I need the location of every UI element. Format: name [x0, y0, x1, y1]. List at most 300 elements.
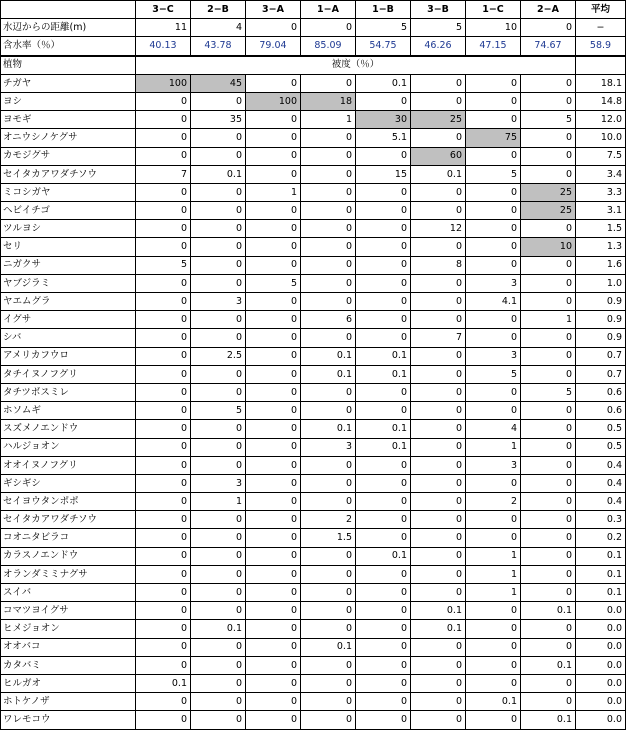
plant-name: チガヤ [1, 74, 136, 92]
coverage-value: 0 [191, 202, 246, 220]
coverage-value: 0 [191, 511, 246, 529]
plant-row [1, 711, 626, 729]
coverage-value: 0 [191, 656, 246, 674]
coverage-value: 0 [246, 311, 301, 329]
coverage-value: 0 [466, 511, 521, 529]
coverage-value: 0.1 [301, 638, 356, 656]
distance-value: 5 [411, 19, 466, 37]
coverage-value: 0 [301, 474, 356, 492]
coverage-value: 0 [136, 383, 191, 401]
coverage-value: 15 [356, 165, 411, 183]
coverage-average: 1.5 [576, 220, 626, 238]
plant-row [1, 383, 626, 401]
coverage-value: 3 [466, 347, 521, 365]
coverage-value: 0.1 [356, 420, 411, 438]
coverage-value: 0 [521, 638, 576, 656]
coverage-value: 0 [356, 238, 411, 256]
plant-row [1, 92, 626, 110]
coverage-value: 0 [356, 620, 411, 638]
coverage-value: 5 [246, 274, 301, 292]
coverage-value: 0 [411, 420, 466, 438]
coverage-value: 0 [191, 92, 246, 110]
plant-header-row [1, 56, 626, 75]
coverage-value: 0 [466, 329, 521, 347]
coverage-value: 0.1 [521, 656, 576, 674]
coverage-value: 0 [136, 202, 191, 220]
coverage-value: 0 [191, 329, 246, 347]
coverage-value: 12 [411, 220, 466, 238]
coverage-value: 0 [521, 529, 576, 547]
plant-row [1, 183, 626, 201]
coverage-value: 1 [466, 438, 521, 456]
coverage-value: 0 [191, 638, 246, 656]
coverage-value: 0 [301, 256, 356, 274]
plant-row [1, 474, 626, 492]
coverage-value: 0 [136, 238, 191, 256]
coverage-value: 0 [411, 565, 466, 583]
coverage-value: 0 [136, 274, 191, 292]
coverage-value: 0 [521, 274, 576, 292]
coverage-value: 0.1 [466, 693, 521, 711]
plant-name: ハルジョオン [1, 438, 136, 456]
plant-row [1, 402, 626, 420]
coverage-value: 0 [356, 602, 411, 620]
coverage-value: 0 [246, 529, 301, 547]
coverage-value: 0 [466, 383, 521, 401]
column-header: 1−A [301, 1, 356, 19]
coverage-value: 0 [411, 365, 466, 383]
coverage-value: 0 [246, 511, 301, 529]
coverage-value: 0 [246, 220, 301, 238]
coverage-value: 0 [246, 693, 301, 711]
coverage-value: 0.1 [301, 365, 356, 383]
coverage-value: 1 [246, 183, 301, 201]
coverage-value: 0 [521, 438, 576, 456]
plant-row [1, 602, 626, 620]
coverage-value: 0 [466, 674, 521, 692]
coverage-value: 0 [136, 92, 191, 110]
coverage-value: 0 [466, 620, 521, 638]
plant-row [1, 584, 626, 602]
coverage-value: 0 [301, 329, 356, 347]
coverage-value: 0 [246, 638, 301, 656]
coverage-value: 0 [521, 511, 576, 529]
coverage-value: 0 [136, 711, 191, 729]
plant-name: イグサ [1, 311, 136, 329]
coverage-value: 0 [191, 711, 246, 729]
coverage-average: 14.8 [576, 92, 626, 110]
coverage-value: 0 [136, 220, 191, 238]
coverage-average: 0.1 [576, 584, 626, 602]
coverage-average: 0.9 [576, 311, 626, 329]
coverage-value: 0 [136, 584, 191, 602]
coverage-value: 0 [411, 74, 466, 92]
coverage-value: 7 [411, 329, 466, 347]
coverage-value: 0 [466, 474, 521, 492]
plant-column-label: 植物 [1, 56, 136, 75]
coverage-value: 0 [411, 693, 466, 711]
coverage-value: 0 [466, 711, 521, 729]
coverage-value: 0 [466, 256, 521, 274]
coverage-value: 0 [356, 256, 411, 274]
coverage-value: 0.1 [301, 420, 356, 438]
coverage-value: 0 [136, 420, 191, 438]
distance-average: − [576, 19, 626, 37]
coverage-value: 0 [356, 529, 411, 547]
coverage-value: 0 [356, 202, 411, 220]
coverage-value: 2.5 [191, 347, 246, 365]
coverage-value: 0 [246, 329, 301, 347]
coverage-average: 10.0 [576, 129, 626, 147]
coverage-value: 30 [356, 111, 411, 129]
coverage-value: 0 [191, 693, 246, 711]
plant-name: ヤエムグラ [1, 293, 136, 311]
coverage-value: 1 [466, 584, 521, 602]
coverage-value: 0 [191, 438, 246, 456]
coverage-value: 0 [411, 129, 466, 147]
coverage-value: 0 [246, 547, 301, 565]
coverage-value: 0 [521, 165, 576, 183]
coverage-value: 0 [246, 474, 301, 492]
column-header: 2−A [521, 1, 576, 19]
coverage-value: 0 [411, 638, 466, 656]
column-header: 3−A [246, 1, 301, 19]
plant-name: セリ [1, 238, 136, 256]
plant-name: ヒルガオ [1, 674, 136, 692]
coverage-value: 0.1 [191, 620, 246, 638]
plant-row [1, 311, 626, 329]
coverage-value: 3 [301, 438, 356, 456]
coverage-average: 0.0 [576, 620, 626, 638]
coverage-average: 0.0 [576, 711, 626, 729]
coverage-value: 0 [246, 256, 301, 274]
coverage-value: 0 [191, 584, 246, 602]
coverage-value: 0 [246, 656, 301, 674]
coverage-value: 0.1 [411, 602, 466, 620]
coverage-value: 0 [411, 547, 466, 565]
column-header: 3−C [136, 1, 191, 19]
column-header: 1−B [356, 1, 411, 19]
plant-row [1, 620, 626, 638]
plant-name: ヤブジラミ [1, 274, 136, 292]
coverage-value: 5.1 [356, 129, 411, 147]
plant-row [1, 147, 626, 165]
coverage-average: 0.4 [576, 474, 626, 492]
column-header: 1−C [466, 1, 521, 19]
coverage-value: 0 [301, 584, 356, 602]
plant-row [1, 129, 626, 147]
plant-name: セイタカアワダチソウ [1, 511, 136, 529]
coverage-value: 0 [411, 293, 466, 311]
plant-name: スズメノエンドウ [1, 420, 136, 438]
coverage-value: 100 [246, 92, 301, 110]
plant-row [1, 638, 626, 656]
coverage-value: 0 [521, 147, 576, 165]
coverage-value: 3 [466, 274, 521, 292]
plant-name: ヒメジョオン [1, 620, 136, 638]
coverage-value: 0.1 [411, 165, 466, 183]
moisture-value: 47.15 [466, 37, 521, 56]
plant-name: カラスノエンドウ [1, 547, 136, 565]
coverage-value: 0 [246, 129, 301, 147]
coverage-value: 0 [301, 274, 356, 292]
coverage-value: 0 [246, 238, 301, 256]
coverage-value: 45 [191, 74, 246, 92]
plant-row [1, 511, 626, 529]
coverage-value: 0 [356, 183, 411, 201]
plant-row [1, 656, 626, 674]
coverage-value: 0 [521, 220, 576, 238]
coverage-average: 12.0 [576, 111, 626, 129]
coverage-average: 3.1 [576, 202, 626, 220]
coverage-average: 0.9 [576, 293, 626, 311]
coverage-value: 0 [301, 220, 356, 238]
coverage-value: 0 [521, 493, 576, 511]
coverage-value: 0 [411, 238, 466, 256]
moisture-value: 43.78 [191, 37, 246, 56]
average-header: 平均 [576, 1, 626, 19]
coverage-value: 0 [301, 547, 356, 565]
coverage-value: 25 [521, 202, 576, 220]
coverage-value: 0 [246, 111, 301, 129]
moisture-value: 40.13 [136, 37, 191, 56]
coverage-value: 0 [301, 674, 356, 692]
coverage-value: 0 [411, 347, 466, 365]
coverage-value: 0 [246, 620, 301, 638]
plant-row [1, 693, 626, 711]
coverage-average: 0.0 [576, 602, 626, 620]
coverage-value: 0 [136, 511, 191, 529]
coverage-value: 18 [301, 92, 356, 110]
coverage-value: 0 [411, 274, 466, 292]
coverage-value: 0 [136, 474, 191, 492]
coverage-value: 0 [136, 456, 191, 474]
coverage-value: 0 [466, 238, 521, 256]
plant-row [1, 74, 626, 92]
coverage-value: 0 [191, 311, 246, 329]
moisture-value: 46.26 [411, 37, 466, 56]
coverage-value: 0 [301, 129, 356, 147]
coverage-average: 1.3 [576, 238, 626, 256]
plant-name: シバ [1, 329, 136, 347]
coverage-value: 0 [191, 147, 246, 165]
coverage-average: 0.1 [576, 547, 626, 565]
plant-name: ワレモコウ [1, 711, 136, 729]
plant-row [1, 547, 626, 565]
plant-row [1, 256, 626, 274]
moisture-value: 79.04 [246, 37, 301, 56]
coverage-value: 0 [136, 547, 191, 565]
coverage-average: 0.9 [576, 329, 626, 347]
coverage-value: 0 [136, 347, 191, 365]
coverage-value: 0 [246, 602, 301, 620]
coverage-value: 0 [246, 456, 301, 474]
coverage-value: 1 [521, 311, 576, 329]
coverage-value: 0 [521, 584, 576, 602]
coverage-value: 0 [136, 311, 191, 329]
moisture-value: 54.75 [356, 37, 411, 56]
coverage-value: 0 [136, 620, 191, 638]
coverage-value: 0 [411, 456, 466, 474]
coverage-value: 0 [521, 74, 576, 92]
plant-name: ツルヨシ [1, 220, 136, 238]
column-header: 2−B [191, 1, 246, 19]
coverage-value: 0 [411, 674, 466, 692]
plant-name: カモジグサ [1, 147, 136, 165]
coverage-value: 0.1 [356, 365, 411, 383]
plant-row [1, 274, 626, 292]
coverage-value: 0 [191, 220, 246, 238]
coverage-value: 1 [466, 565, 521, 583]
coverage-value: 60 [411, 147, 466, 165]
plant-name: オランダミミナグサ [1, 565, 136, 583]
coverage-value: 0 [246, 402, 301, 420]
coverage-value: 0 [466, 183, 521, 201]
coverage-average: 0.0 [576, 674, 626, 692]
plant-name: カタバミ [1, 656, 136, 674]
coverage-value: 0 [356, 220, 411, 238]
plant-name: ニガクサ [1, 256, 136, 274]
plant-row [1, 529, 626, 547]
coverage-value: 0 [356, 293, 411, 311]
coverage-value: 0 [411, 202, 466, 220]
coverage-value: 0 [246, 165, 301, 183]
coverage-value: 0 [521, 129, 576, 147]
coverage-value: 0 [246, 420, 301, 438]
coverage-value: 0 [246, 347, 301, 365]
coverage-value: 0 [411, 511, 466, 529]
coverage-value: 0 [301, 693, 356, 711]
coverage-value: 0.1 [191, 165, 246, 183]
coverage-value: 0 [246, 711, 301, 729]
coverage-value: 0 [356, 711, 411, 729]
coverage-value: 75 [466, 129, 521, 147]
plant-name: ホソムギ [1, 402, 136, 420]
coverage-value: 0 [136, 147, 191, 165]
distance-value: 0 [521, 19, 576, 37]
coverage-value: 0 [136, 365, 191, 383]
coverage-value: 0 [356, 493, 411, 511]
coverage-value: 0 [521, 620, 576, 638]
coverage-value: 0 [466, 74, 521, 92]
coverage-value: 0 [136, 656, 191, 674]
plant-name: セイタカアワダチソウ [1, 165, 136, 183]
coverage-value: 0 [301, 183, 356, 201]
coverage-value: 0 [356, 274, 411, 292]
plant-row [1, 493, 626, 511]
coverage-average: 1.6 [576, 256, 626, 274]
coverage-value: 0.1 [521, 711, 576, 729]
plant-name: オオイヌノフグリ [1, 456, 136, 474]
coverage-value: 0 [191, 456, 246, 474]
coverage-value: 0.1 [411, 620, 466, 638]
coverage-value: 0 [136, 129, 191, 147]
plant-name: ヨシ [1, 92, 136, 110]
coverage-value: 0 [466, 529, 521, 547]
coverage-value: 0 [466, 111, 521, 129]
plant-name: ホトケノザ [1, 693, 136, 711]
coverage-value: 0 [136, 438, 191, 456]
coverage-value: 2 [301, 511, 356, 529]
coverage-value: 0 [246, 438, 301, 456]
coverage-value: 0 [191, 529, 246, 547]
plant-name: ギシギシ [1, 474, 136, 492]
coverage-value: 25 [411, 111, 466, 129]
coverage-value: 5 [466, 165, 521, 183]
coverage-value: 0 [356, 638, 411, 656]
coverage-value: 0 [521, 456, 576, 474]
coverage-value: 100 [136, 74, 191, 92]
plant-name: タチツボスミレ [1, 383, 136, 401]
coverage-value: 0.1 [356, 347, 411, 365]
coverage-value: 0 [521, 693, 576, 711]
coverage-value: 10 [521, 238, 576, 256]
plant-name: コオニタビラコ [1, 529, 136, 547]
coverage-value: 0 [411, 656, 466, 674]
coverage-value: 0 [191, 420, 246, 438]
coverage-value: 0 [301, 74, 356, 92]
coverage-value: 0.1 [356, 438, 411, 456]
coverage-average: 3.3 [576, 183, 626, 201]
plant-name: ヘビイチゴ [1, 202, 136, 220]
coverage-value: 0 [356, 474, 411, 492]
corner-cell [1, 1, 136, 19]
distance-value: 4 [191, 19, 246, 37]
coverage-value: 0 [356, 456, 411, 474]
coverage-value: 0 [191, 365, 246, 383]
coverage-value: 0 [136, 565, 191, 583]
coverage-average: 3.4 [576, 165, 626, 183]
coverage-average: 7.5 [576, 147, 626, 165]
coverage-value: 0 [301, 620, 356, 638]
coverage-value: 0 [356, 92, 411, 110]
coverage-value: 0 [301, 402, 356, 420]
coverage-value: 0.1 [356, 74, 411, 92]
coverage-value: 0 [136, 293, 191, 311]
coverage-value: 0 [356, 383, 411, 401]
coverage-value: 0 [411, 493, 466, 511]
coverage-value: 0 [411, 529, 466, 547]
coverage-value: 0 [521, 293, 576, 311]
coverage-value: 35 [191, 111, 246, 129]
moisture-average: 58.9 [576, 37, 626, 56]
distance-value: 0 [301, 19, 356, 37]
coverage-value: 0 [246, 493, 301, 511]
coverage-value: 0 [521, 329, 576, 347]
coverage-value: 0 [136, 529, 191, 547]
plant-row [1, 111, 626, 129]
plant-name: ヨモギ [1, 111, 136, 129]
coverage-value: 0 [466, 220, 521, 238]
plant-row [1, 238, 626, 256]
plant-name: オニウシノケグサ [1, 129, 136, 147]
table-body [1, 1, 626, 730]
coverage-value: 0 [356, 311, 411, 329]
coverage-value: 0 [136, 638, 191, 656]
plant-row [1, 365, 626, 383]
coverage-value: 0 [356, 584, 411, 602]
coverage-value: 4.1 [466, 293, 521, 311]
coverage-value: 0 [301, 383, 356, 401]
coverage-value: 0 [191, 256, 246, 274]
coverage-average: 18.1 [576, 74, 626, 92]
coverage-value: 0 [246, 383, 301, 401]
coverage-value: 0 [411, 402, 466, 420]
coverage-value: 3 [191, 293, 246, 311]
coverage-value: 0 [356, 674, 411, 692]
coverage-value: 0 [301, 565, 356, 583]
coverage-value: 0 [246, 202, 301, 220]
